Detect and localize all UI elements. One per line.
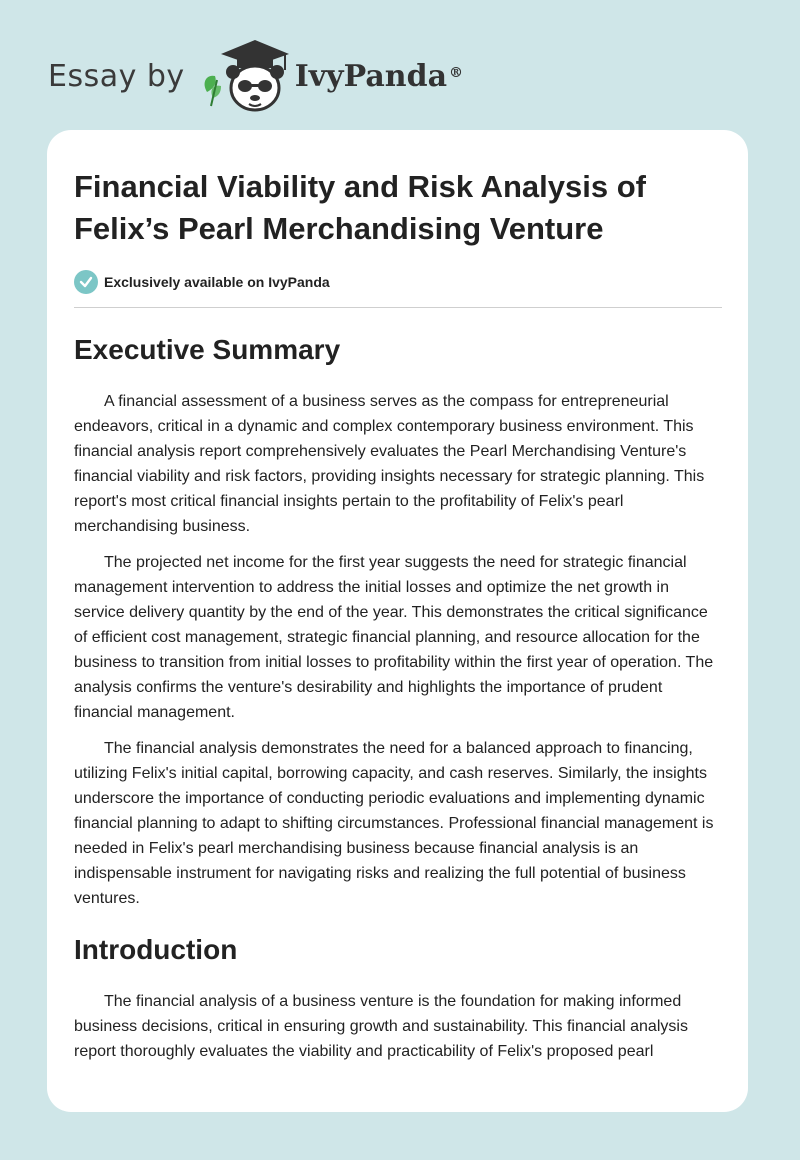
section-heading: Introduction (74, 934, 238, 965)
badge-label: Exclusively available on IvyPanda (104, 274, 330, 290)
paragraph: The financial analysis of a business venture is the foundation for making informed business decisions, critical in ensuring growth and sustainability. This financial analysis report thoroughly evaluates the viability and practicability of Felix's proposed pearl (74, 993, 688, 1060)
panda-graduate-logo-icon[interactable] (199, 36, 291, 116)
registered-mark: ® (449, 64, 464, 81)
exclusive-badge (74, 270, 722, 294)
section-heading: Executive Summary (74, 334, 341, 365)
title-divider (74, 307, 722, 308)
paragraph: A financial assessment of a business serves as the compass for entrepreneurial endeavors, critical in a dynamic and complex contemporary business environment. This financial analysis report comprehensively evaluates the Pearl Merchandising Venture's financial viability and risk factors, providing insights necessary for strategic planning. This report's most critical financial insights pertain to the profitability of Felix's pearl merchandising business. (74, 393, 705, 535)
article-card (47, 130, 748, 1112)
brand-name[interactable]: IvyPanda ® (294, 58, 464, 94)
paragraph: The financial analysis demonstrates the need for a balanced approach to financing, utilizing Felix's initial capital, borrowing capacity, and cash reserves. Similarly, the insights underscore the importance of conducting periodic evaluations and implementing dynamic financial planning to adapt to shifting circumstances. Professional financial management is needed in Felix's pearl merchandising business because financial analysis is an indispensable instrument for navigating risks and realizing the full potential of business ventures. (74, 740, 714, 907)
essay-by-label: Essay by (48, 58, 185, 94)
article-title: Financial Viability and Risk Analysis of Felix’s Pearl Merchandising Venture (74, 169, 646, 246)
paragraph: The projected net income for the first year suggests the need for strategic financial management intervention to address the initial losses and optimize the net growth in service delivery quantity by the end of the year. This demonstrates the critical significance of efficient cost management, strategic financial planning, and resource allocation for the business to transition from initial losses to profitability within the first year of operation. The analysis confirms the venture's desirability and highlights the importance of prudent financial management. (74, 554, 714, 721)
check-circle-icon (74, 270, 98, 294)
site-header (48, 36, 463, 116)
